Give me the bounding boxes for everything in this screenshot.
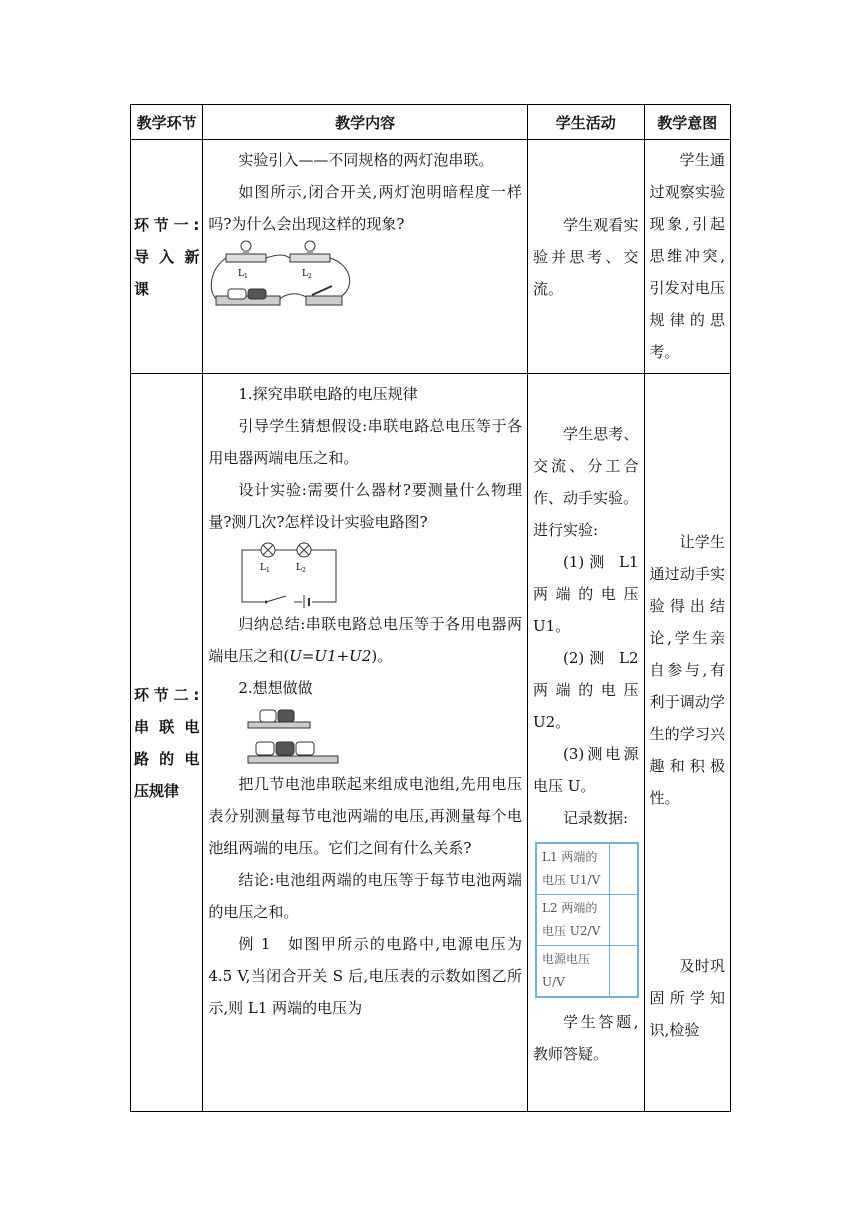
fig-label-l2: $L_2$: [302, 269, 313, 280]
stage-line: 路 的 电: [134, 749, 200, 768]
data-label-u: 电源电压 U/V: [536, 946, 609, 998]
stage-line: 课: [134, 279, 150, 298]
stage-line: 压规律: [134, 781, 180, 800]
design-paragraph: 设计实验:需要什么器材?要测量什么物理量?测几次?怎样设计实验电路图?: [208, 481, 522, 531]
stage-line: 串 联 电: [134, 717, 200, 736]
activity-discuss: 学生思考、交流、分工合作、动手实验。: [532, 425, 639, 507]
intent-cell-series: [644, 374, 730, 1112]
activity-cell-intro: [527, 140, 644, 374]
lesson-plan-table: [130, 104, 731, 1112]
activity-step-2: (2)测 L2 两端的电压 U2。: [532, 649, 639, 731]
intro-activity: 学生观看实验并思考、交流。: [532, 215, 639, 298]
activity-answer: 学生答题,教师答疑。: [532, 1013, 639, 1063]
summary-paragraph: [208, 608, 522, 672]
hypothesis-paragraph: 引导学生猜想假设:串联电路总电压等于各用电器两端电压之和。: [208, 417, 522, 467]
content-cell-intro: [203, 140, 528, 374]
activity-cell-series: [527, 374, 644, 1112]
stage-line: 环节一:: [134, 215, 200, 234]
battery-pack-figure: [244, 704, 344, 768]
series-circuit-diagram: [236, 538, 346, 608]
diagram-label-l1: $L_1$: [260, 563, 271, 574]
fig-label-l1: $L_1$: [238, 269, 249, 280]
activity-step-3: (3)测电源电压 U。: [532, 745, 639, 795]
row-series-voltage: [131, 374, 731, 1112]
row-intro: [131, 140, 731, 374]
intro-paragraph-1: 实验引入——不同规格的两灯泡串联。: [238, 151, 494, 169]
intent-cell-intro: [644, 140, 730, 374]
header-activity: 学生活动: [527, 105, 644, 140]
content-cell-series: [203, 374, 528, 1112]
example-paragraph: 例 1 如图甲所示的电路中,电源电压为 4.5 V,当闭合开关 S 后,电压表的示数如图乙所示,则 L1 两端的电压为: [208, 935, 522, 1017]
data-value-u[interactable]: [609, 946, 637, 998]
summary-text: 归纳总结:串联电路总电压等于各用电器两端电压之和(: [208, 615, 522, 665]
header-intent: 教学意图: [644, 105, 730, 140]
two-bulb-circuit-figure: [208, 240, 358, 308]
section-heading-1: 1.探究串联电路的电压规律: [238, 385, 418, 403]
data-label-u1: L1 两端的电压 U1/V: [536, 843, 609, 895]
intent-experiment: 让学生通过动手实验得出结论,学生亲自参与,有利于调动学生的学习兴趣和积极性。: [649, 533, 725, 807]
conclusion-paragraph: 结论:电池组两端的电压等于每节电池两端的电压之和。: [208, 871, 522, 921]
intro-intent: 学生通过观察实验现象,引起思维冲突,引发对电压规律的思考。: [649, 151, 725, 361]
stage-cell-series: [131, 374, 203, 1112]
activity-record: 记录数据:: [562, 809, 629, 827]
summary-tail: )。: [371, 647, 393, 665]
intent-consolidate: 及时巩固所学知识,检验: [649, 957, 725, 1039]
stage-cell-intro: [131, 140, 203, 374]
data-label-u2: L2 两端的电压 U2/V: [536, 895, 609, 946]
activity-experiment: 进行实验:: [532, 521, 599, 539]
data-value-u1[interactable]: [609, 843, 637, 895]
stage-line: 导 入 新: [134, 247, 200, 266]
header-row: [131, 105, 731, 140]
header-content: 教学内容: [203, 105, 528, 140]
battery-paragraph: 把几节电池串联起来组成电池组,先用电压表分别测量每节电池两端的电压,再测量每个电池组两端的电压。它们之间有什么关系?: [208, 775, 522, 857]
header-stage: 教学环节: [131, 105, 203, 140]
data-value-u2[interactable]: [609, 895, 637, 946]
record-data-table: [535, 842, 639, 998]
section-heading-2: 2.想想做做: [238, 679, 313, 697]
diagram-label-l2: $L_2$: [296, 563, 307, 574]
intro-paragraph-2: 如图所示,闭合开关,两灯泡明暗程度一样吗?为什么会出现这样的现象?: [208, 183, 522, 233]
stage-line: 环节二:: [134, 685, 200, 704]
activity-step-1: (1)测 L1 两端的电压 U1。: [532, 553, 639, 635]
summary-formula: U=U1+U2: [289, 647, 372, 665]
